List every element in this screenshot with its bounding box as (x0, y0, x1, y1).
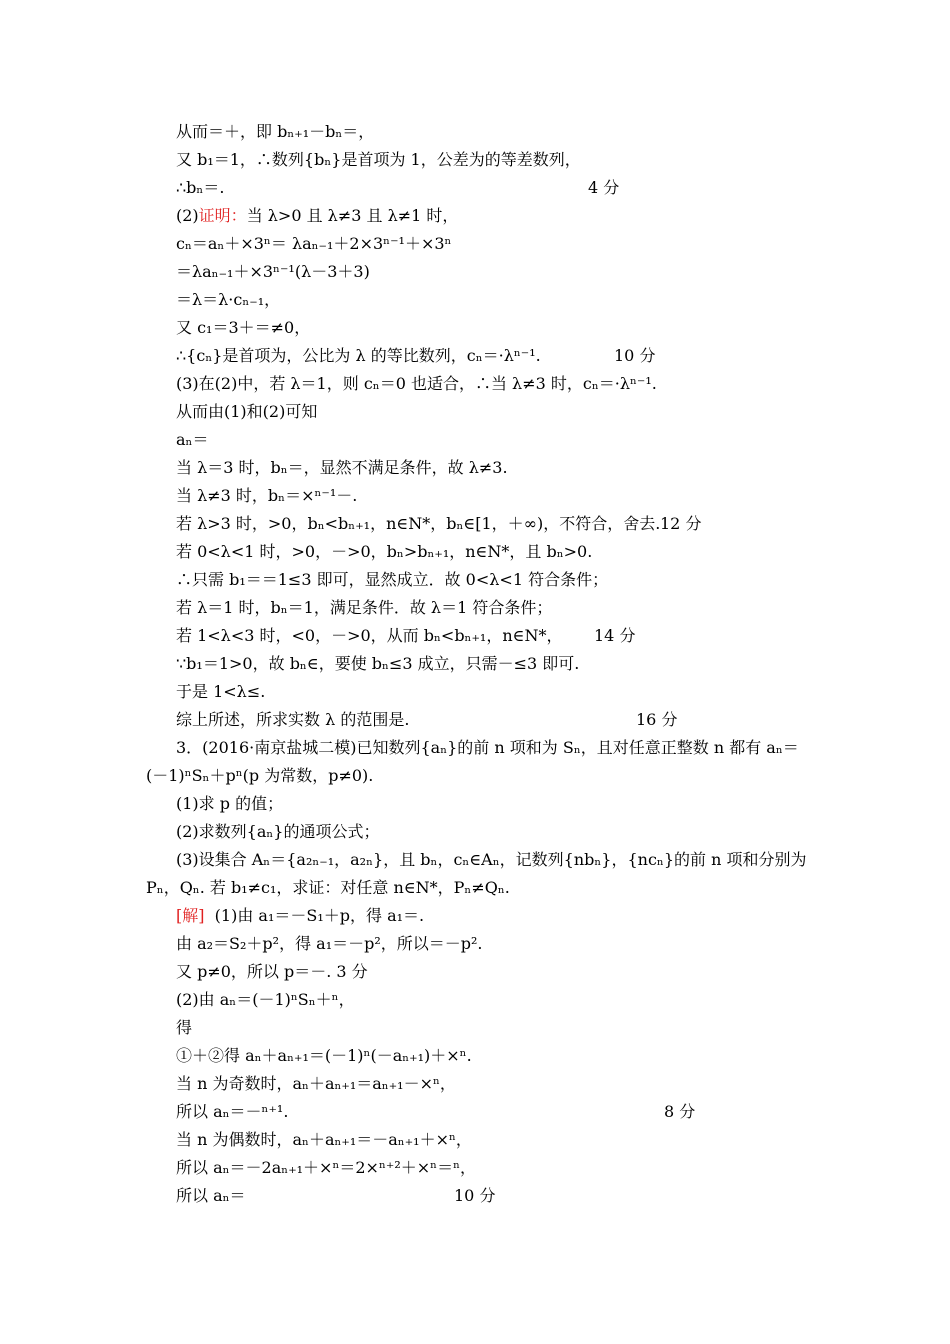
text-line (176, 906, 424, 926)
text-line: cₙ＝aₙ＋×3ⁿ＝ λaₙ₋₁＋2×3ⁿ⁻¹＋×3ⁿ (176, 234, 452, 253)
score-mark: 4 分 (588, 178, 620, 197)
text-line: 当 λ＝3 时，bₙ＝，显然不满足条件，故 λ≠3. (176, 458, 508, 477)
text-line: (－1)ⁿSₙ＋pⁿ(p 为常数，p≠0). (146, 766, 374, 785)
text-line: 又 p≠0，所以 p＝－. 3 分 (176, 962, 368, 981)
text-line: 若 0<λ<1 时，>0，－>0，bₙ>bₙ₊₁，n∈N*，且 bₙ>0. (176, 542, 593, 561)
text-line: 从而＝＋，即 bₙ₊₁－bₙ＝， (176, 122, 375, 141)
text-line: 所以 aₙ＝－2aₙ₊₁＋×ⁿ＝2×ⁿ⁺²＋×ⁿ＝ⁿ， (176, 1158, 476, 1177)
text-line: 所以 aₙ＝ (176, 1186, 246, 1205)
score-mark: 8 分 (664, 1102, 696, 1121)
text-line: 于是 1<λ≤. (176, 682, 266, 701)
text-line: ∴{cₙ}是首项为，公比为 λ 的等比数列，cₙ＝·λⁿ⁻¹. (176, 346, 541, 365)
text-line: ∴bₙ＝. (176, 178, 225, 197)
line-body: 当 λ>0 且 λ≠3 且 λ≠1 时， (246, 206, 459, 225)
text-line: 若 1<λ<3 时，<0，－>0，从而 bₙ<bₙ₊₁，n∈N*， (176, 626, 563, 645)
text-line (176, 206, 458, 226)
text-line: 综上所述，所求实数 λ 的范围是. (176, 710, 410, 729)
line-body: (1)由 a₁＝－S₁＋p，得 a₁＝. (204, 906, 425, 925)
text-line: 得 (176, 1018, 193, 1037)
text-line: 当 n 为偶数时，aₙ＋aₙ₊₁＝－aₙ₊₁＋×ⁿ， (176, 1130, 472, 1149)
text-line: 所以 aₙ＝－ⁿ⁺¹. (176, 1102, 289, 1121)
score-mark: 10 分 (454, 1186, 496, 1205)
score-mark: 10 分 (614, 346, 656, 365)
proof-label: 证明： (198, 206, 247, 225)
text-line: 若 λ>3 时，>0，bₙ<bₙ₊₁，n∈N*，bₙ∈[1，＋∞)，不符合，舍去. (176, 514, 661, 533)
score-mark: 14 分 (594, 626, 636, 645)
text-line: 当 λ≠3 时，bₙ＝×ⁿ⁻¹－. (176, 486, 358, 505)
text-line: 又 b₁＝1，∴数列{bₙ}是首项为 1，公差为的等差数列， (176, 150, 581, 169)
text-line: 又 c₁＝3＋＝≠0， (176, 318, 311, 337)
text-line: 从而由(1)和(2)可知 (176, 402, 318, 421)
text-line: ∴只需 b₁＝＝1≤3 即可，显然成立．故 0<λ<1 符合条件； (176, 570, 609, 589)
text-line: Pₙ，Qₙ. 若 b₁≠c₁，求证：对任意 n∈N*，Pₙ≠Qₙ. (146, 878, 510, 897)
text-line: 若 λ＝1 时，bₙ＝1，满足条件．故 λ＝1 符合条件； (176, 598, 553, 617)
problem-3-stem: 3．(2016·南京盐城二模)已知数列{aₙ}的前 n 项和为 Sₙ，且对任意正整数 n 都有 aₙ＝ (176, 738, 799, 757)
text-line: (3)在(2)中，若 λ＝1，则 cₙ＝0 也适合，∴当 λ≠3 时，cₙ＝·λⁿ⁻¹. (176, 374, 657, 393)
score-mark: 12 分 (660, 514, 702, 533)
text-line: 当 n 为奇数时，aₙ＋aₙ₊₁＝aₙ₊₁－×ⁿ， (176, 1074, 456, 1093)
text-line: (3)设集合 Aₙ＝{a₂ₙ₋₁，a₂ₙ}，且 bₙ，cₙ∈Aₙ，记数列{nbₙ}，{ncₙ}的前 n 项和分别为 (176, 850, 807, 869)
text-line: (2)求数列{aₙ}的通项公式； (176, 822, 380, 841)
text-line: ＝λaₙ₋₁＋×3ⁿ⁻¹(λ－3＋3) (176, 262, 370, 281)
text-line: ∵b₁＝1>0，故 bₙ∈，要使 bₙ≤3 成立，只需－≤3 即可. (176, 654, 580, 673)
score-mark: 16 分 (636, 710, 678, 729)
solution-label: [解] (176, 906, 205, 925)
text-line: ①＋②得 aₙ＋aₙ₊₁＝(－1)ⁿ(－aₙ₊₁)＋×ⁿ. (176, 1046, 472, 1065)
text-line: aₙ＝ (176, 430, 209, 449)
text-line: 由 a₂＝S₂＋p²，得 a₁＝－p²，所以＝－p². (176, 934, 483, 953)
text-line: (1)求 p 的值； (176, 794, 284, 813)
part-number: (2) (176, 206, 199, 225)
text-line: (2)由 aₙ＝(－1)ⁿSₙ＋ⁿ， (176, 990, 355, 1009)
text-line: ＝λ＝λ·cₙ₋₁， (176, 290, 281, 309)
